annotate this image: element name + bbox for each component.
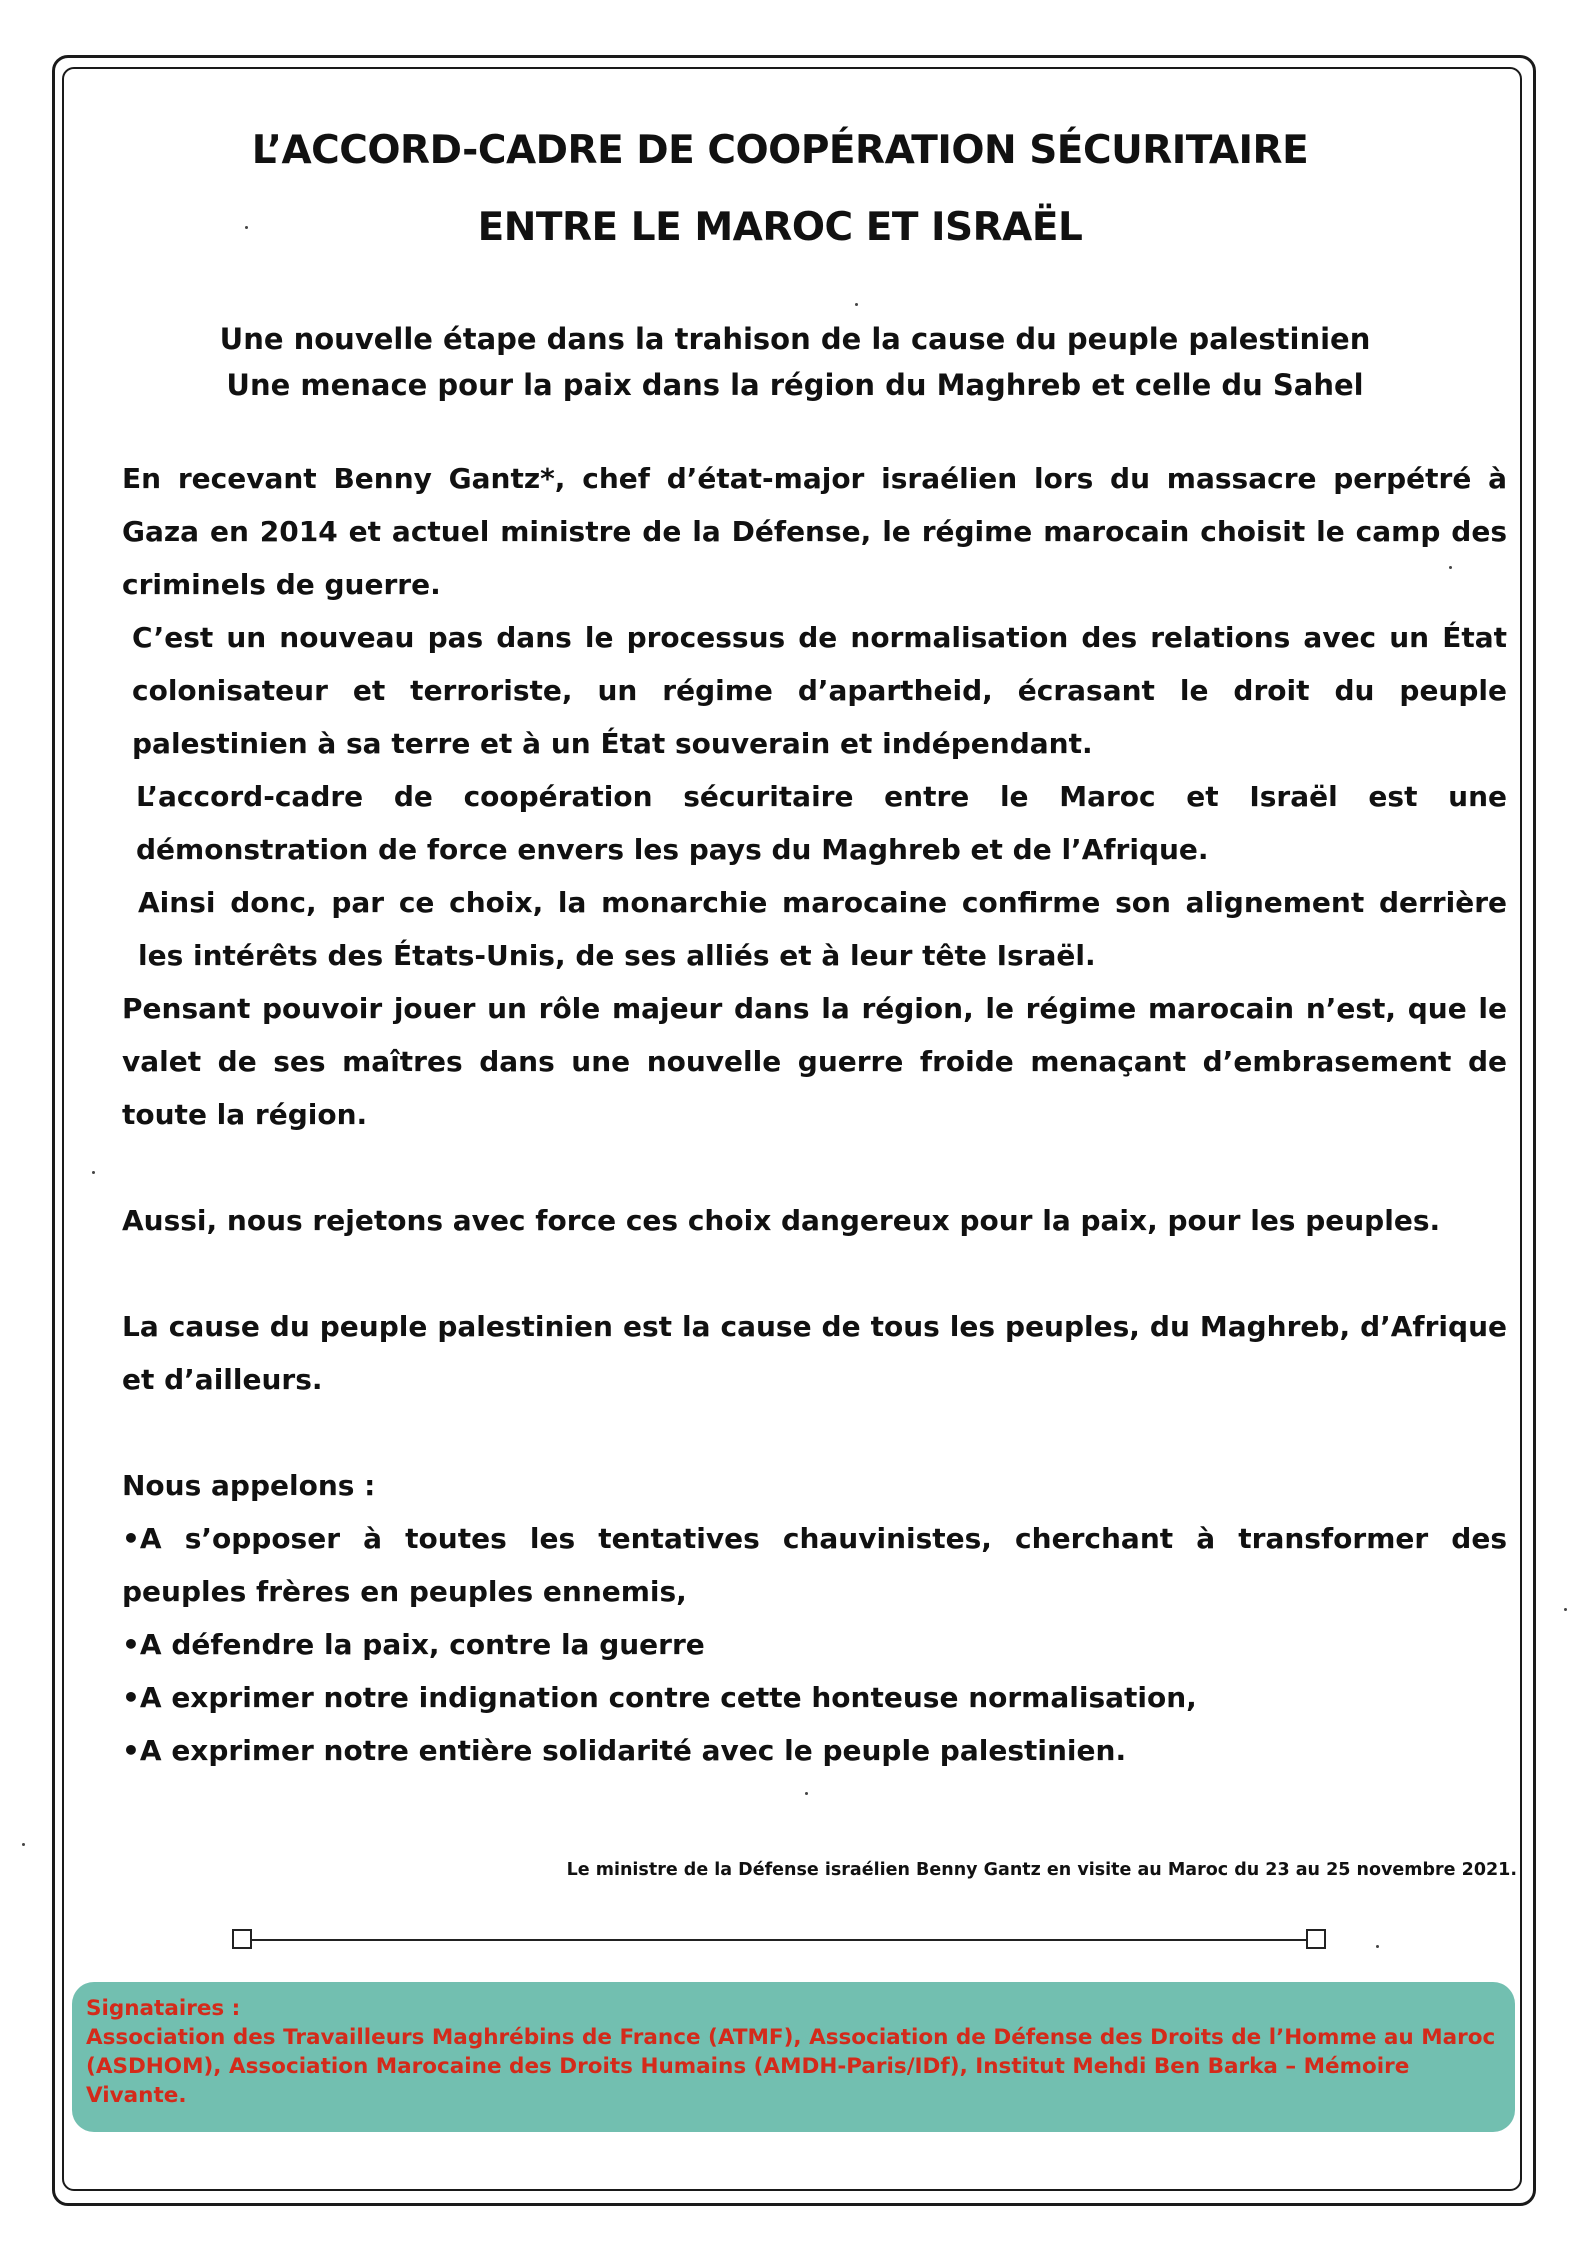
appeal-item: •A exprimer notre entière solidarité avec le peuple palestinien. bbox=[122, 1734, 1127, 1767]
decorative-speck bbox=[1376, 1945, 1379, 1948]
subtitle-line-2: Une menace pour la paix dans la région du Maghreb et celle du Sahel bbox=[226, 368, 1364, 402]
signatories-box bbox=[72, 1982, 1515, 2132]
paragraph: Aussi, nous rejetons avec force ces choix dangereux pour la paix, pour les peuples. bbox=[122, 1204, 1441, 1237]
decorative-speck bbox=[805, 1792, 808, 1795]
subtitle-line-1: Une nouvelle étape dans la trahison de la cause du peuple palestinien bbox=[219, 322, 1371, 356]
appeal-heading: Nous appelons : bbox=[122, 1469, 376, 1502]
signatories-text: Association des Travailleurs Maghrébins de France (ATMF), Association de Défense des Droits de l’Homme au Maroc (ASDHOM), Association Marocaine des Droits Humains (AMDH-Paris/IDf), Institut Mehdi Ben Barka – Mémoire Vivante. bbox=[86, 2025, 1496, 2108]
decorative-speck bbox=[1564, 1608, 1567, 1611]
signatories-heading: Signataires : bbox=[86, 1996, 241, 2021]
divider-square-icon bbox=[232, 1929, 252, 1949]
spacer bbox=[122, 1406, 1507, 1459]
decorative-divider bbox=[232, 1926, 1326, 1954]
decorative-speck bbox=[22, 1843, 25, 1846]
document-subtitle bbox=[140, 316, 1450, 408]
paragraph: Pensant pouvoir jouer un rôle majeur dans la région, le régime marocain n’est, que le valet de ses maîtres dans une nouvelle guerre froide menaçant d’embrasement de toute la région. bbox=[122, 992, 1507, 1131]
divider-line bbox=[244, 1939, 1314, 1941]
appeal-item: •A défendre la paix, contre la guerre bbox=[122, 1628, 705, 1661]
paragraph: C’est un nouveau pas dans le processus de normalisation des relations avec un État colonisateur et terroriste, un régime d’apartheid, écrasant le droit du peuple palestinien à sa terre et à un État souverain et indépendant. bbox=[132, 621, 1507, 760]
footnote-caption: Le ministre de la Défense israélien Benny Gantz en visite au Maroc du 23 au 25 novembre 2021. bbox=[566, 1860, 1517, 1880]
title-line-1: L’ACCORD-CADRE DE COOPÉRATION SÉCURITAIRE bbox=[251, 128, 1309, 173]
appeal-item: •A exprimer notre indignation contre cette honteuse normalisation, bbox=[122, 1681, 1197, 1714]
paragraph: L’accord-cadre de coopération sécuritaire entre le Maroc et Israël est une démonstration de force envers les pays du Maghreb et de l’Afrique. bbox=[136, 780, 1507, 866]
title-line-2: ENTRE LE MAROC ET ISRAËL bbox=[477, 205, 1083, 250]
spacer bbox=[122, 1247, 1507, 1300]
appeal-list bbox=[122, 1512, 1507, 1777]
document-body bbox=[122, 452, 1507, 1777]
appeal-item: •A s’opposer à toutes les tentatives chauvinistes, cherchant à transformer des peuples frères en peuples ennemis, bbox=[122, 1522, 1507, 1608]
paragraph: Ainsi donc, par ce choix, la monarchie marocaine confirme son alignement derrière les intérêts des États-Unis, de ses alliés et à leur tête Israël. bbox=[138, 886, 1507, 972]
document-title-line-2 bbox=[120, 205, 1440, 250]
document-title bbox=[120, 128, 1440, 173]
spacer bbox=[122, 1141, 1507, 1194]
decorative-speck bbox=[92, 1171, 95, 1174]
decorative-speck bbox=[855, 303, 858, 306]
paragraph: En recevant Benny Gantz*, chef d’état-major israélien lors du massacre perpétré à Gaza en 2014 et actuel ministre de la Défense, le régime marocain choisit le camp des criminels de guerre. bbox=[122, 462, 1507, 601]
paragraph: La cause du peuple palestinien est la cause de tous les peuples, du Maghreb, d’Afrique et d’ailleurs. bbox=[122, 1310, 1507, 1396]
divider-square-icon bbox=[1306, 1929, 1326, 1949]
